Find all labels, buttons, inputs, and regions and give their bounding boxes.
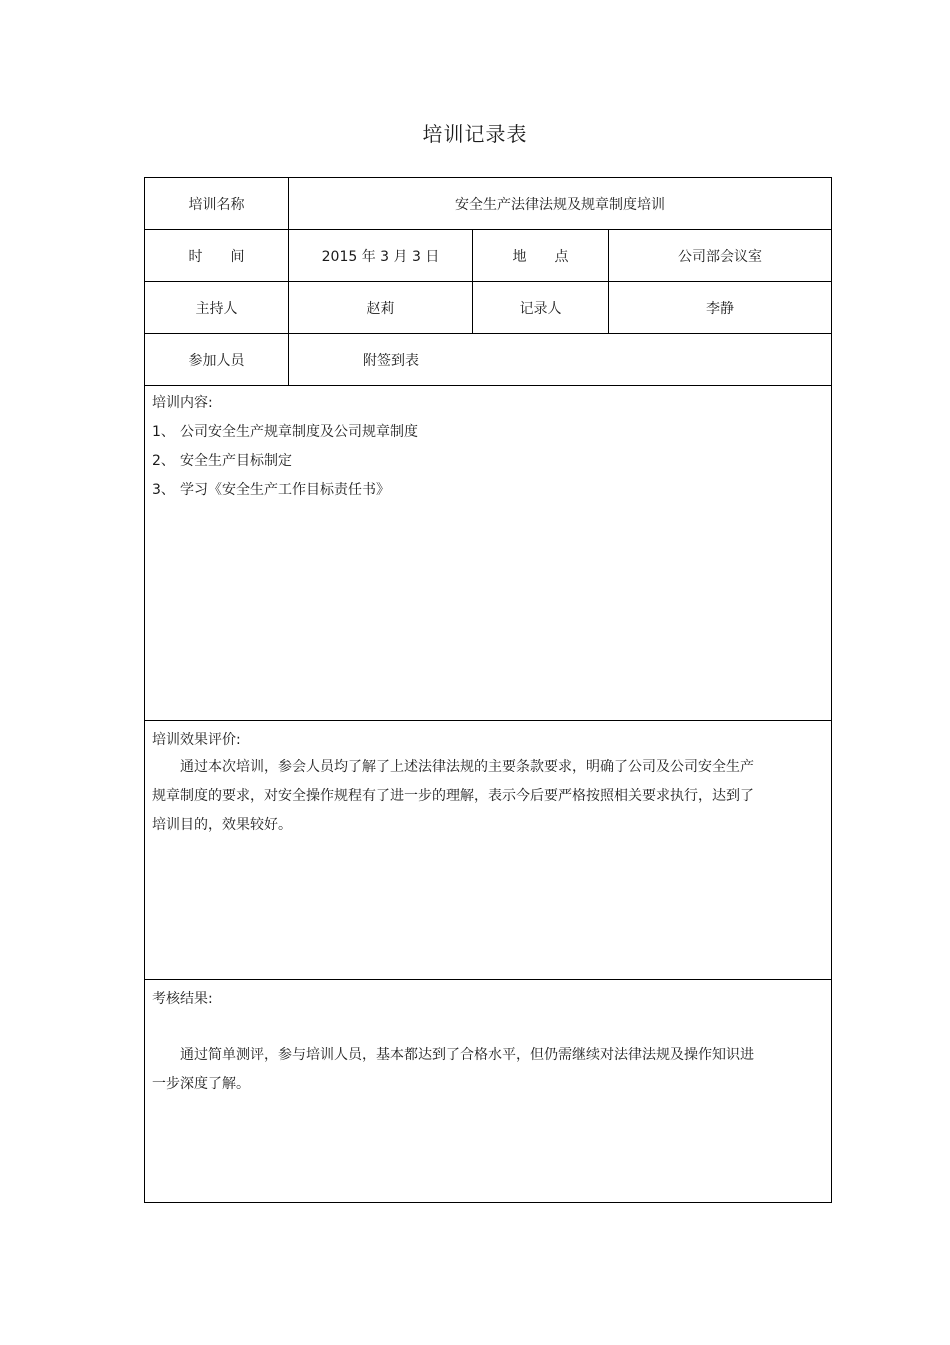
row-time-place (145, 230, 831, 282)
content-item (152, 450, 292, 470)
content-item-number: 2、 (152, 453, 175, 469)
place-label: 地 点 (472, 230, 608, 281)
section-training-content (145, 386, 831, 721)
place-value: 公司部会议室 (608, 230, 831, 281)
training-record-form (144, 177, 832, 1203)
content-label: 培训内容: (152, 395, 213, 411)
host-label: 主持人 (195, 300, 238, 317)
evaluation-text: 通过本次培训，参会人员均了解了上述法律法规的主要条款要求，明确了公司及公司安全生产规章制度的要求，对安全操作规程有了进一步的理解，表示今后要严格按照相关要求执行，达到了培训目的，效果较好。 (152, 759, 754, 833)
section-assessment-result (145, 980, 831, 1202)
content-item-text: 安全生产目标制定 (180, 453, 292, 469)
training-name-label: 培训名称 (188, 196, 245, 213)
evaluation-label: 培训效果评价: (152, 732, 241, 748)
participants-value: 附签到表 (363, 352, 419, 369)
recorder-value: 李静 (608, 282, 831, 333)
host-value: 赵莉 (288, 282, 472, 333)
result-label: 考核结果: (152, 991, 213, 1007)
time-label: 时 间 (188, 248, 245, 265)
training-name-value: 安全生产法律法规及规章制度培训 (288, 178, 831, 229)
participants-label: 参加人员 (188, 352, 245, 369)
row-training-name (145, 178, 831, 230)
content-item-text: 公司安全生产规章制度及公司规章制度 (180, 424, 418, 440)
content-item (152, 421, 418, 441)
row-host-recorder (145, 282, 831, 334)
content-item (152, 479, 390, 499)
participants-value-cell (288, 334, 831, 385)
recorder-label: 记录人 (472, 282, 608, 333)
section-training-evaluation (145, 721, 831, 980)
page-title: 培训记录表 (422, 122, 528, 146)
content-item-text: 学习《安全生产工作目标责任书》 (180, 482, 390, 498)
time-value: 2015 年 3 月 3 日 (288, 230, 472, 281)
content-item-number: 3、 (152, 482, 175, 498)
content-item-number: 1、 (152, 424, 175, 440)
result-text: 通过简单测评，参与培训人员，基本都达到了合格水平，但仍需继续对法律法规及操作知识进一步深度了解。 (152, 1047, 754, 1092)
row-participants (145, 334, 831, 386)
